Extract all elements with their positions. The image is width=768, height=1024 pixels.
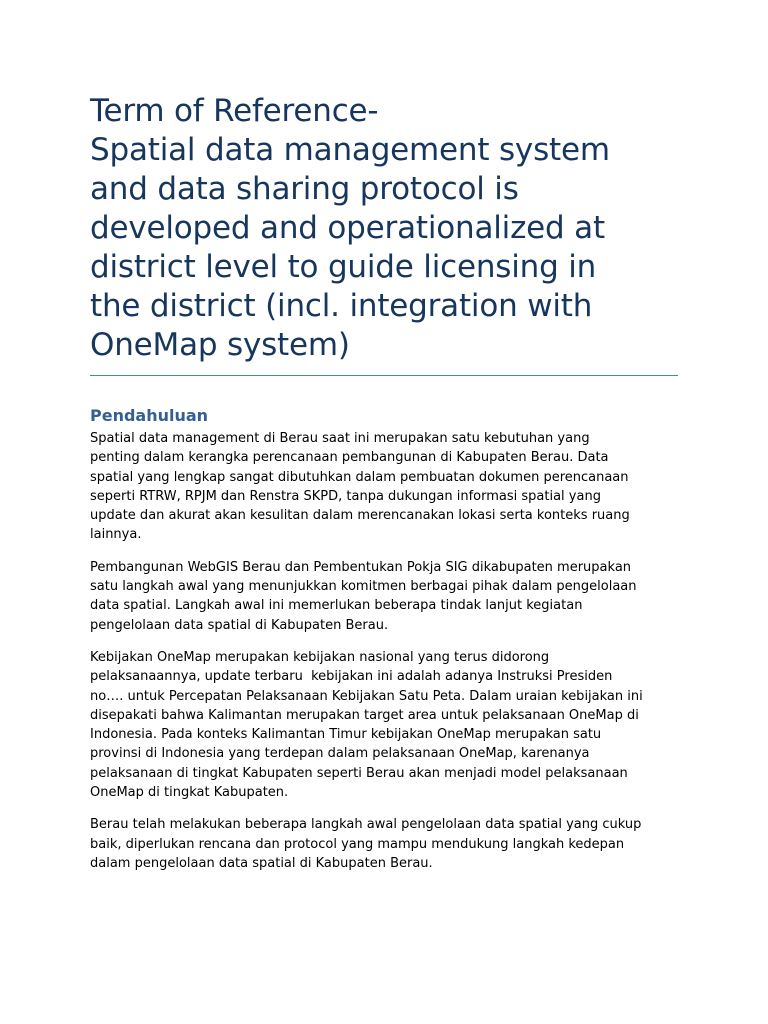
paragraph-line: penting dalam kerangka perencanaan pembangunan di Kabupaten Berau. Data	[90, 450, 609, 466]
paragraph-line: data spatial. Langkah awal ini memerlukan beberapa tindak lanjut kegiatan	[90, 598, 583, 614]
paragraph-line: pengelolaan data spatial di Kabupaten Berau.	[90, 617, 389, 633]
paragraph-line: disepakati bahwa Kalimantan merupakan target area untuk pelaksanaan OneMap di	[90, 707, 639, 723]
paragraph-line: Spatial data management di Berau saat ini merupakan satu kebutuhan yang	[90, 431, 590, 446]
title-line: the district (incl. integration with	[90, 288, 593, 324]
paragraph-line: Pembangunan WebGIS Berau dan Pembentukan Pokja SIG dikabupaten merupakan	[90, 559, 632, 575]
title-line: developed and operationalized at	[90, 210, 605, 246]
paragraph-line: Berau telah melakukan beberapa langkah awal pengelolaan data spatial yang cukup	[90, 817, 642, 833]
paragraph-line: seperti RTRW, RPJM dan Renstra SKPD, tanpa dukungan informasi spatial yang	[90, 488, 601, 504]
title-line: Term of Reference-	[90, 93, 379, 129]
paragraph-2	[90, 558, 678, 635]
body-text	[90, 429, 678, 873]
paragraph-line: OneMap di tingkat Kabupaten.	[90, 785, 289, 801]
paragraph-line: Indonesia. Pada konteks Kalimantan Timur kebijakan OneMap merupakan satu	[90, 727, 602, 743]
title-line: OneMap system)	[90, 327, 350, 363]
paragraph-line: provinsi di Indonesia yang terdepan dalam pelaksanaan OneMap, karenanya	[90, 746, 590, 762]
paragraph-line: pelaksanaan di tingkat Kabupaten seperti Berau akan menjadi model pelaksanaan	[90, 765, 628, 781]
title-divider	[90, 375, 678, 376]
paragraph-line: dalam pengelolaan data spatial di Kabupaten Berau.	[90, 855, 433, 871]
paragraph-line: lainnya.	[90, 527, 142, 543]
paragraph-line: pelaksanaannya, update terbaru kebijakan ini adalah adanya Instruksi Presiden	[90, 669, 613, 685]
paragraph-4	[90, 815, 678, 873]
paragraph-line: update dan akurat akan kesulitan dalam merencanakan lokasi serta konteks ruang	[90, 508, 630, 524]
paragraph-1	[90, 429, 678, 545]
paragraph-3	[90, 648, 678, 802]
paragraph-line: baik, diperlukan rencana dan protocol yang mampu mendukung langkah kedepan	[90, 836, 625, 852]
title-line: district level to guide licensing in	[90, 249, 597, 285]
title-line: Spatial data management system	[90, 132, 610, 168]
paragraph-line: spatial yang lengkap sangat dibutuhkan dalam pembuatan dokumen perencanaan	[90, 469, 629, 485]
paragraph-line: satu langkah awal yang menunjukkan komitmen berbagai pihak dalam pengelolaan	[90, 579, 637, 595]
document-page	[90, 92, 678, 886]
section-heading: Pendahuluan	[90, 406, 209, 425]
paragraph-line: no…. untuk Percepatan Pelaksanaan Kebijakan Satu Peta. Dalam uraian kebijakan ini	[90, 688, 643, 704]
title-line: and data sharing protocol is	[90, 171, 519, 207]
paragraph-line: Kebijakan OneMap merupakan kebijakan nasional yang terus didorong	[90, 649, 550, 665]
document-title	[90, 92, 678, 365]
